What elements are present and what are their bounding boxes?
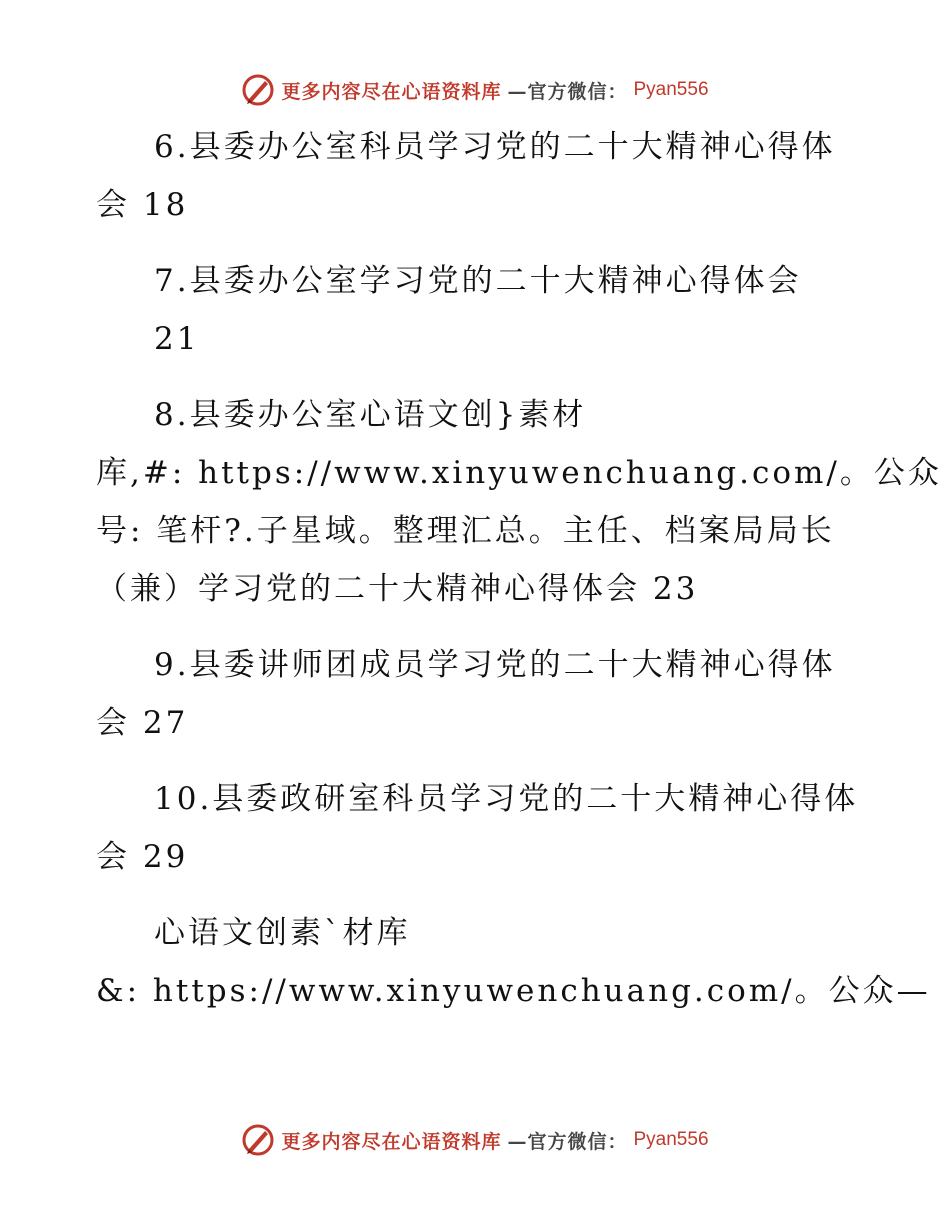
toc-line: 7.县委办公室学习党的二十大精神心得体会	[154, 263, 802, 299]
banner-separator-text: —官方微信：	[507, 80, 628, 103]
banner-brand-text: 更多内容尽在心语资料库	[281, 80, 502, 103]
toc-line: （兼）学习党的二十大精神心得体会 23	[96, 571, 699, 607]
pen-logo-icon	[241, 1123, 275, 1157]
toc-line: 6.县委办公室科员学习党的二十大精神心得体	[154, 129, 836, 165]
banner-wechat-id: Pyan556	[633, 1129, 709, 1150]
header-banner	[0, 70, 950, 110]
toc-line: &: https://www.xinyuwenchuang.com/。公众—	[96, 973, 931, 1009]
toc-line: 心语文创素`材库	[154, 915, 411, 951]
toc-line: 会 18	[96, 187, 189, 223]
toc-line: 10.县委政研室科员学习党的二十大精神心得体	[154, 781, 859, 817]
toc-line: 会 27	[96, 705, 189, 741]
banner-wechat-id: Pyan556	[633, 79, 709, 100]
footer-banner	[0, 1120, 950, 1160]
pen-logo-icon	[241, 73, 275, 107]
banner-brand-text: 更多内容尽在心语资料库	[281, 1130, 502, 1153]
banner-separator-text: —官方微信：	[507, 1130, 628, 1153]
document-body	[96, 118, 942, 1020]
toc-line: 会 29	[96, 839, 189, 875]
toc-line: 号: 笔杆?.子星域。整理汇总。主任、档案局局长	[96, 513, 835, 549]
toc-line: 8.县委办公室心语文创}素材	[154, 397, 587, 433]
toc-line: 21	[154, 321, 200, 357]
toc-line: 9.县委讲师团成员学习党的二十大精神心得体	[154, 647, 836, 683]
toc-line: 库,#: https://www.xinyuwenchuang.com/。公众	[96, 455, 942, 491]
